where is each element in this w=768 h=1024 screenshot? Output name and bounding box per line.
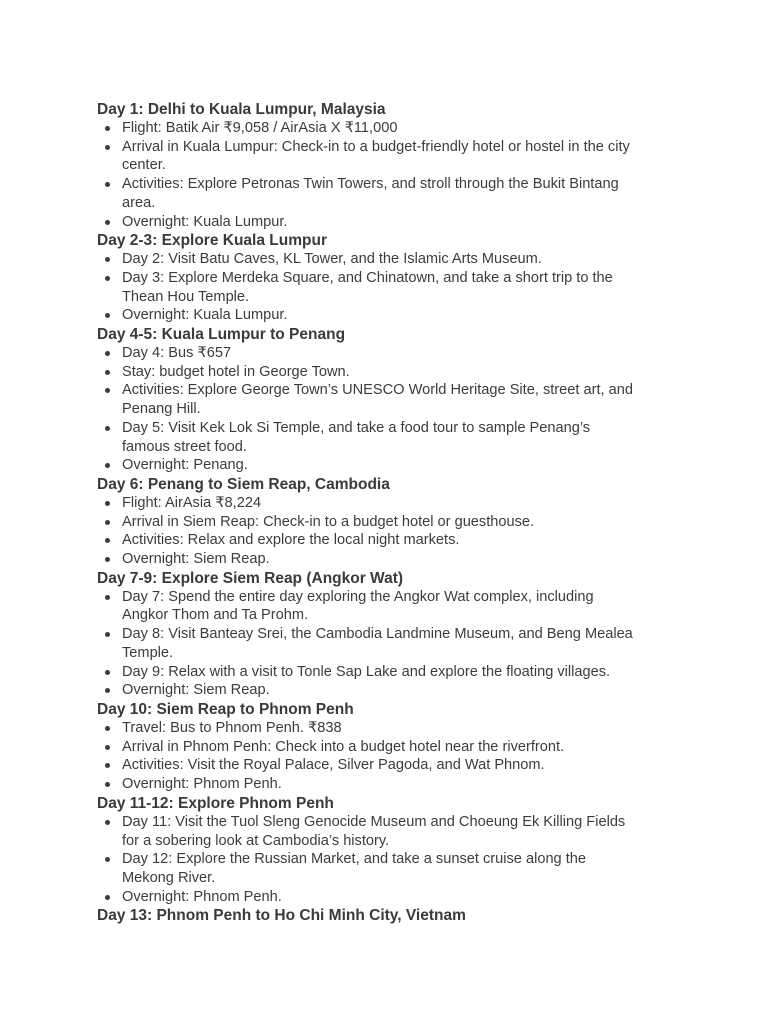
day-item-list xyxy=(97,250,637,325)
list-item: Overnight: Kuala Lumpur. xyxy=(122,306,637,325)
list-item: Day 8: Visit Banteay Srei, the Cambodia Landmine Museum, and Beng Mealea Temple. xyxy=(122,625,637,662)
list-item: Arrival in Siem Reap: Check-in to a budget hotel or guesthouse. xyxy=(122,513,637,532)
list-item: Arrival in Phnom Penh: Check into a budget hotel near the riverfront. xyxy=(122,738,637,757)
day-heading: Day 11-12: Explore Phnom Penh xyxy=(97,794,334,812)
list-item: Activities: Explore Petronas Twin Towers, and stroll through the Bukit Bintang area. xyxy=(122,175,637,212)
day-heading: Day 13: Phnom Penh to Ho Chi Minh City, Vietnam xyxy=(97,907,466,925)
list-item: Flight: Batik Air ₹9,058 / AirAsia X ₹11,000 xyxy=(122,119,637,138)
day-heading: Day 4-5: Kuala Lumpur to Penang xyxy=(97,326,346,344)
list-item: Day 9: Relax with a visit to Tonle Sap Lake and explore the floating villages. xyxy=(122,663,637,682)
day-item-list xyxy=(97,119,637,231)
day-section-4-5 xyxy=(97,325,637,475)
day-section-10 xyxy=(97,700,637,794)
list-item: Activities: Explore George Town’s UNESCO World Heritage Site, street art, and Penang Hill. xyxy=(122,381,637,418)
list-item: Flight: AirAsia ₹8,224 xyxy=(122,494,637,513)
day-heading: Day 10: Siem Reap to Phnom Penh xyxy=(97,700,354,718)
day-section-11-12 xyxy=(97,794,637,907)
list-item: Day 3: Explore Merdeka Square, and Chinatown, and take a short trip to the Thean Hou Temple. xyxy=(122,269,637,306)
list-item: Overnight: Siem Reap. xyxy=(122,681,637,700)
day-section-13 xyxy=(97,906,637,925)
list-item: Overnight: Siem Reap. xyxy=(122,550,637,569)
list-item: Overnight: Phnom Penh. xyxy=(122,775,637,794)
day-item-list xyxy=(97,344,637,475)
day-heading: Day 7-9: Explore Siem Reap (Angkor Wat) xyxy=(97,569,404,587)
itinerary-document xyxy=(97,100,637,925)
list-item: Overnight: Penang. xyxy=(122,456,637,475)
day-item-list xyxy=(97,494,637,569)
day-item-list xyxy=(97,588,637,700)
list-item: Arrival in Kuala Lumpur: Check-in to a budget-friendly hotel or hostel in the city center. xyxy=(122,138,637,175)
list-item: Activities: Visit the Royal Palace, Silver Pagoda, and Wat Phnom. xyxy=(122,756,637,775)
list-item: Stay: budget hotel in George Town. xyxy=(122,363,637,382)
list-item: Day 2: Visit Batu Caves, KL Tower, and the Islamic Arts Museum. xyxy=(122,250,637,269)
day-section-6 xyxy=(97,475,637,569)
day-section-7-9 xyxy=(97,569,637,700)
list-item: Overnight: Kuala Lumpur. xyxy=(122,213,637,232)
list-item: Travel: Bus to Phnom Penh. ₹838 xyxy=(122,719,637,738)
list-item: Day 7: Spend the entire day exploring the Angkor Wat complex, including Angkor Thom and Ta Prohm. xyxy=(122,588,637,625)
list-item: Activities: Relax and explore the local night markets. xyxy=(122,531,637,550)
day-heading: Day 1: Delhi to Kuala Lumpur, Malaysia xyxy=(97,101,386,118)
list-item: Day 11: Visit the Tuol Sleng Genocide Museum and Choeung Ek Killing Fields for a sobering look at Cambodia’s history. xyxy=(122,813,637,850)
list-item: Day 5: Visit Kek Lok Si Temple, and take a food tour to sample Penang’s famous street food. xyxy=(122,419,637,456)
day-section-2-3 xyxy=(97,231,637,325)
day-section-1 xyxy=(97,100,637,231)
day-item-list xyxy=(97,813,637,907)
list-item: Day 12: Explore the Russian Market, and take a sunset cruise along the Mekong River. xyxy=(122,850,637,887)
day-heading: Day 6: Penang to Siem Reap, Cambodia xyxy=(97,475,390,493)
list-item: Overnight: Phnom Penh. xyxy=(122,888,637,907)
day-heading: Day 2-3: Explore Kuala Lumpur xyxy=(97,232,327,250)
day-item-list xyxy=(97,719,637,794)
list-item: Day 4: Bus ₹657 xyxy=(122,344,637,363)
